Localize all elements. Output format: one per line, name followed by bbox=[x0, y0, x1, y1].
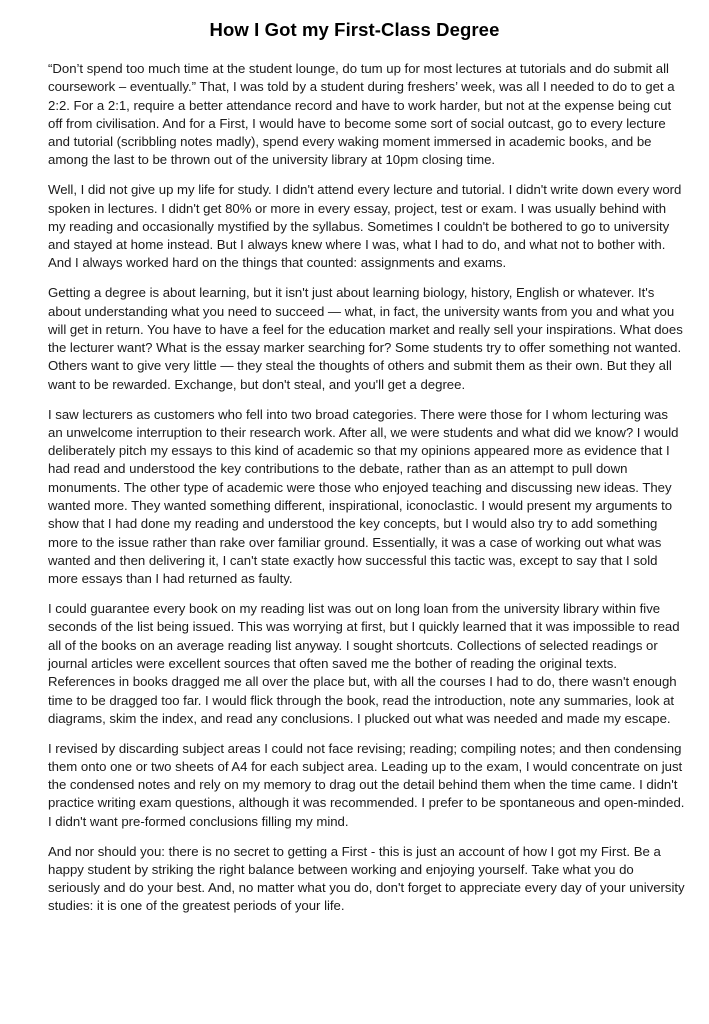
paragraph-3: Getting a degree is about learning, but it isn't just about learning biology, history, English or whatever. It's about understanding what you need to succeed — what, in fact, the university wants from you and what you will get in return. You have to have a feel for the education market and really sell your inspirations. What does the lecturer want? What is the essay marker searching for? Some students try to offer something not wanted. Others want to give very little — they steal the thoughts of others and submit them as their own. But they all want to be rewarded. Exchange, but don't steal, and you'll get a degree. bbox=[48, 285, 683, 392]
paragraph-6: I revised by discarding subject areas I could not face revising; reading; compiling notes; and then condensing them onto one or two sheets of A4 for each subject area. Leading up to the exam, I would concentrate on just the condensed notes and rely on my memory to drag out the detail behind them when the time came. I didn't practice writing exam questions, although it was recommended. I prefer to be spontaneous and open-minded. I didn't want pre-formed conclusions filling my mind. bbox=[48, 740, 685, 829]
paragraph-7: And nor should you: there is no secret to getting a First - this is just an account of how I got my First. Be a happy student by striking the right balance between working and enjoying yourself. Take what you do seriously and do your best. And, no matter what you do, don't forget to appreciate every day of your university studies: it is one of the greatest periods of your life. bbox=[48, 843, 685, 914]
paragraph-1: “Don’t spend too much time at the student lounge, do tum up for most lectures at tutorials and do submit all coursework – eventually.” That, I was told by a student during freshers’ week, was all I needed to do to get a 2:2. For a 2:1, require a better attendance record and have to work harder, but not at the expense being cut off from civilisation. And for a First, I would have to become some sort of social outcast, go to every lecture and tutorial (scribbling notes madly), spend every waking moment immersed in academic books, and be among the last to be thrown out of the university library at 10pm closing time. bbox=[48, 61, 675, 168]
page-title: How I Got my First-Class Degree bbox=[209, 19, 500, 40]
paragraph-4: I saw lecturers as customers who fell into two broad categories. There were those for I whom lecturing was an unwelcome interruption to their research work. After all, we were students and what did we know? I would deliberately pitch my essays to this kind of academic so that my opinions appeared more as evidence that I had read and understood the key contributions to the debate, rather than as an attempt to pull down monuments. The other type of academic were those who enjoyed teaching and discussing new ideas. They wanted more. They wanted something different, inspirational, iconoclastic. I would present my arguments to show that I had done my reading and understood the key concepts, but I would also try to add something more to the issue rather than rake over familiar ground. Essentially, it was a case of working out what was wanted and then delivering it, I can't state exactly how successful this tactic was, except to say that I sold more essays than I had returned as faulty. bbox=[48, 406, 679, 587]
paragraph-2: Well, I did not give up my life for study. I didn't attend every lecture and tutorial. I didn't write down every word spoken in lectures. I didn't get 80% or more in every essay, project, test or exam. I was usually behind with my reading and occasionally mystified by the syllabus. Sometimes I couldn't be bothered to go to university and stayed at home instead. But I always knew where I was, what I had to do, and what not to bother with. And I always worked hard on the things that counted: assignments and exams. bbox=[48, 182, 682, 271]
paragraph-5: I could guarantee every book on my reading list was out on long loan from the university library within five seconds of the list being issued. This was worrying at first, but I quickly learned that it was impossible to read all of the books on an average reading list anyway. I sought shortcuts. Collections of selected readings or journal articles were excellent sources that often saved me the bother of reading the original texts. References in books dragged me all over the place but, with all the courses I had to do, there wasn't enough time to be dragged too far. I would flick through the book, read the introduction, note any summaries, look at diagrams, skim the index, and read any conclusions. I plucked out what was needed and made my escape. bbox=[48, 601, 680, 726]
